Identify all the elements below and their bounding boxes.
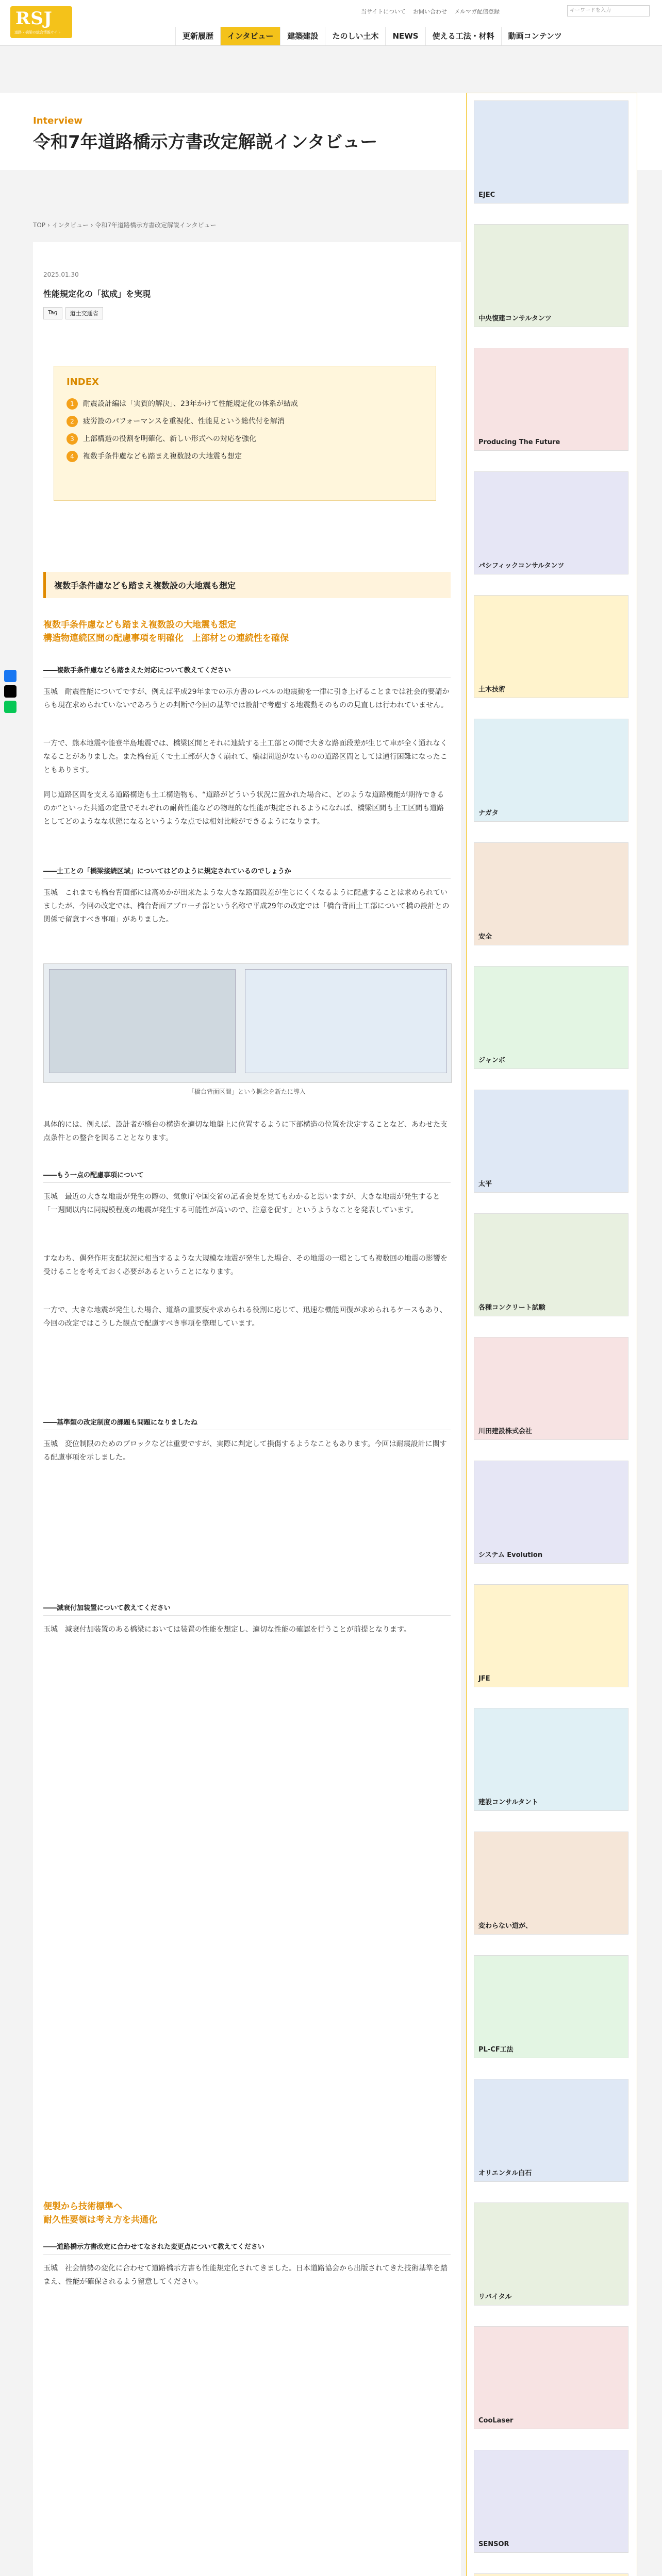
sidebar-ad-banner[interactable] (474, 1337, 628, 1440)
nav-item-videos[interactable]: 動画コンテンツ (501, 27, 569, 45)
sidebar-ad-banner[interactable] (474, 100, 628, 204)
figure-photo (49, 969, 236, 1073)
table-of-contents (54, 366, 436, 501)
sidebar-ad-banner[interactable] (474, 1461, 628, 1564)
nav-item-fun[interactable]: たのしい土木 (325, 27, 385, 45)
ad-label: CooLaser (478, 2417, 514, 2425)
sidebar-ad-banner[interactable] (474, 2573, 628, 2576)
x-icon[interactable] (4, 685, 16, 698)
tag-label: Tag (43, 307, 62, 319)
page-title: 令和7年道路橋示方書改定解説インタビュー (33, 132, 378, 152)
paragraph: 玉城 耐震性能についてですが、例えば平成29年までの示方書のレベルの地震動を一律に引き上げることまでは社会的要請からも現在求められていないであろうとの判断で今回の基準では設計で考慮する地震動そのものの見直しは行われていません。 (43, 688, 450, 709)
paragraph: 具体的には、例えば、設計者が橋台の構造を適切な地盤上に位置するように下部構造の位置を決定することなど、あわせた支点条件との整合を図ることとなります。 (43, 1121, 448, 1142)
ad-label: オリエンタル白石 (478, 2170, 532, 2177)
ad-label: ジャンボ (478, 1057, 505, 1064)
interview-question: ――複数手条件慮なども踏まえた対応について教えてください (43, 665, 451, 678)
toplink-contact[interactable]: お問い合わせ (413, 8, 448, 15)
ad-label: SENSOR (478, 2540, 509, 2548)
section-heading: 複数手条件慮なども踏まえ複数設の大地震も想定 (43, 572, 451, 598)
toc-item[interactable]: 2 疲労設のパフォーマンスを重視化、性能見という総代付を解消 (67, 413, 298, 430)
site-logo[interactable] (10, 6, 72, 38)
ad-label: 中央復建コンサルタンツ (478, 315, 552, 323)
paragraph: 玉城 変位制限のためのブロックなどは重要ですが、実際に判定して損傷するようなこともあります。今回は耐震設計に関する配慮事項を示しました。 (43, 1440, 447, 1462)
sub-heading: 複数手条件慮なども踏まえ複数設の大地震も想定 (43, 620, 236, 630)
sidebar-ad-banner[interactable] (474, 1090, 628, 1193)
sidebar-ad-banner[interactable] (474, 842, 628, 945)
sub-heading: 便製から技術標準へ 耐久性要領は考え方を共通化 (43, 2201, 157, 2225)
sidebar-ad-banner[interactable] (474, 1213, 628, 1316)
figure-diagram (245, 969, 447, 1073)
paragraph: 玉城 社会情勢の変化に合わせて道路橋示方書も性能規定化されてきました。日本道路協会から出版されてきた技術基準を踏まえ、性能が確保されるよう留意してください。 (43, 2264, 448, 2286)
paragraph: 同じ道路区間を支える道路構造も土工構造物も、“道路がどういう状況に置かれた場合に、どのような道路機能が期待できるのか”といった共通の定量でそれぞれの耐荷性能などの物理的な性能が規定されるようになれば、橋梁区間も土工区間も道路としてどのようなな状態になるというような点では相対比較ができるようになります。 (43, 791, 444, 826)
paragraph: 一方で、熊本地震や能登半島地震では、橋梁区間とそれに連続する土工部との間で大きな路面段差が生じて車が全く通れなくなることがありました。また橋台近くで土工部が大きく崩れて、橋は問題がないものの道路区間としては通行困難になったこともあります。 (43, 739, 448, 774)
sidebar-ad-banner[interactable] (474, 719, 628, 822)
sidebar-ad-banner[interactable] (474, 966, 628, 1069)
logo-subtext: 道路・橋梁の総合情報サイト (14, 30, 61, 35)
figure-caption: 「橋台背面区間」という概念を新たに導入 (188, 1088, 306, 1095)
nav-item-interview[interactable]: インタビュー (220, 27, 280, 45)
interview-question: ――もう一点の配慮事項について (43, 1170, 451, 1183)
ad-label: 変わらない道が、 (478, 1922, 533, 1930)
article-date: 2025.01.30 (43, 271, 79, 278)
article-subtitle: 性能規定化の「拡成」を実現 (43, 289, 151, 299)
interview-question: ――土工との「橋梁接続区域」についてはどのように規定されているのでしょうか (43, 866, 451, 879)
search-input[interactable]: キーワードを入力 (567, 5, 650, 16)
sidebar (466, 93, 637, 2576)
main-nav (175, 27, 569, 45)
sub-heading: 構造物連続区間の配慮事項を明確化 上部材との連続性を確保 (43, 633, 289, 643)
ad-label: 太平 (478, 1180, 492, 1188)
sidebar-ad-banner[interactable] (474, 1832, 628, 1935)
nav-item-materials[interactable]: 使える工法・材料 (425, 27, 501, 45)
ad-label: JFE (478, 1675, 490, 1683)
paragraph: 玉城 最近の大きな地震が発生の際の、気象庁や国交省の記者会見を見てもわかると思いますが、大きな地震が発生すると「一週間以内に同規模程度の地震が発生する可能性が高いので、注意を促す」というようなことを発表しています。 (43, 1193, 440, 1214)
interview-question: ――基準類の改定制度の課題も問題になりましたね (43, 1417, 451, 1430)
interview-question: ――減衰付加装置について教えてください (43, 1602, 451, 1616)
ad-label: Producing The Future (478, 438, 560, 446)
sidebar-ad-banner[interactable] (474, 1955, 628, 2058)
sidebar-ad-banner[interactable] (474, 1584, 628, 1687)
ad-label: 安全 (478, 933, 492, 941)
top-links (361, 7, 500, 15)
sidebar-ad-banner[interactable] (474, 2450, 628, 2553)
ad-label: 建設コンサルタント (478, 1799, 538, 1806)
line-icon[interactable] (4, 701, 16, 713)
tag-row (43, 307, 103, 319)
ad-label: システム Evolution (478, 1551, 543, 1559)
toc-title: INDEX (67, 377, 99, 387)
page-category: Interview (33, 115, 82, 126)
ad-label: ナガタ (478, 809, 499, 817)
ad-label: 土木技術 (478, 686, 506, 693)
nav-item-news[interactable]: NEWS (385, 27, 425, 45)
sidebar-ad-banner[interactable] (474, 348, 628, 451)
tag-item[interactable]: 道土交通省 (65, 307, 103, 319)
site-header (0, 0, 662, 46)
toc-item[interactable]: 4 複数手条件慮なども踏まえ複数設の大地震も想定 (67, 448, 298, 465)
share-buttons (4, 670, 16, 716)
ad-label: パシフィックコンサルタンツ (478, 562, 565, 570)
ad-label: EJEC (478, 191, 495, 199)
nav-item-history[interactable]: 更新履歴 (175, 27, 220, 45)
ad-label: PL-CF工法 (478, 2046, 514, 2054)
sidebar-ad-banner[interactable] (474, 2079, 628, 2182)
toc-item[interactable]: 3 上部構造の役割を明確化、新しい形式への対応を強化 (67, 430, 298, 448)
sidebar-ad-banner[interactable] (474, 2326, 628, 2429)
sidebar-ad-banner[interactable] (474, 1708, 628, 1811)
paragraph: 一方で、大きな地震が発生した場合、道路の重要度や求められる役割に応じて、迅速な機能回復が求められるケースもあり、今回の改定ではこうした観点で配慮すべき事項を整理しています。 (43, 1306, 447, 1328)
sidebar-ad-banner[interactable] (474, 2202, 628, 2306)
breadcrumb[interactable]: TOP › インタビュー › 令和7年道路橋示方書改定解説インタビュー (33, 222, 217, 229)
paragraph: 玉城 減衰付加装置のある橋梁においては装置の性能を想定し、適切な性能の確認を行うことが前提となります。 (43, 1625, 411, 1634)
nav-item-construction[interactable]: 建築建設 (280, 27, 325, 45)
sidebar-ad-banner[interactable] (474, 595, 628, 698)
toplink-about[interactable]: 当サイトについて (361, 8, 406, 15)
figure-image (43, 963, 452, 1083)
sidebar-ad-banner[interactable] (474, 224, 628, 327)
logo-text: RSJ (15, 8, 53, 29)
toc-item[interactable]: 1 耐震設計編は「実質的解決」、23年かけて性能規定化の体系が結成 (67, 395, 298, 413)
sidebar-ad-banner[interactable] (474, 471, 628, 574)
toplink-newsletter[interactable]: メルマガ配信登録 (454, 8, 500, 15)
paragraph: 玉城 これまでも橋台背面部には高めかが出来たような大きな路面段差が生じにくくなるように配慮することは求められていましたが、今回の改定では、橋台背面アプローチ部という名称で平成29年の改定では「橋台背面土工部について橋の設計との関係で留意すべき事項」がありました。 (43, 889, 450, 924)
paragraph: すなわち、偶発作用支配状況に相当するような大規模な地震が発生した場合、その地震の一環としても複数回の地震の影響を受けることを考えておく必要があるということになります。 (43, 1255, 448, 1276)
ad-label: 川田建設株式会社 (478, 1428, 533, 1435)
article (33, 242, 461, 2576)
ad-label: リバイタル (478, 2293, 512, 2301)
interview-question: ――道路橋示方書改定に合わせてなされた変更点について教えてください (43, 2241, 451, 2255)
facebook-icon[interactable] (4, 670, 16, 682)
ad-label: 各種コンクリート試験 (478, 1304, 545, 1312)
